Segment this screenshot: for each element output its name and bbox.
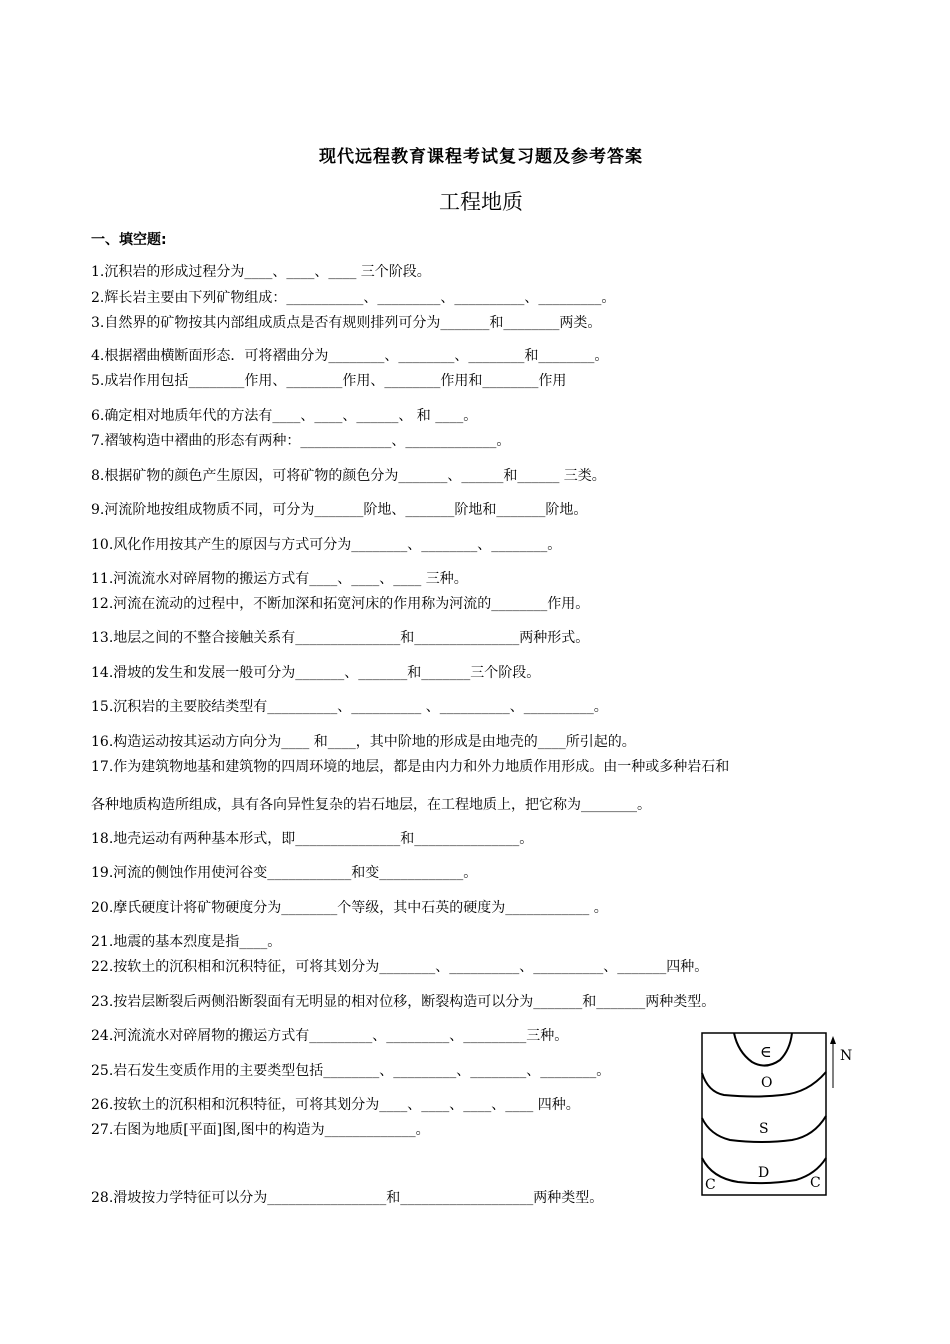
- label-ordovician: O: [761, 1075, 773, 1091]
- question-8: 8.根据矿物的颜色产生原因，可将矿物的颜色分为_______、______和______ 三类。: [91, 468, 606, 484]
- question-19: 19.河流的侧蚀作用使河谷变____________和变____________。: [91, 865, 478, 881]
- question-2: 2.辉长岩主要由下列矿物组成：___________、_________、__________、_________。: [91, 290, 616, 306]
- question-3: 3.自然界的矿物按其内部组成质点是否有规则排列可分为_______和________两类。: [91, 315, 602, 331]
- north-arrow-icon: [830, 1036, 836, 1044]
- question-6: 6.确定相对地质年代的方法有____、____、______、 和 ____。: [91, 408, 478, 424]
- question-16: 16.构造运动按其运动方向分为____ 和____，其中阶地的形成是由地壳的____所引起的。: [91, 734, 636, 750]
- question-24: 24.河流流水对碎屑物的搬运方式有_________、_________、_________三种。: [91, 1028, 569, 1044]
- section-heading: 一、填空题:: [91, 232, 167, 248]
- document-title: 现代远程教育课程考试复习题及参考答案: [319, 147, 643, 167]
- question-4: 4.根据褶曲横断面形态．可将褶曲分为________、________、________和________。: [91, 348, 609, 364]
- geologic-map: [700, 1030, 860, 1200]
- question-9: 9.河流阶地按组成物质不同，可分为_______阶地、_______阶地和_______阶地。: [91, 502, 588, 518]
- question-12: 12.河流在流动的过程中，不断加深和拓宽河床的作用称为河流的________作用。: [91, 596, 590, 612]
- question-25: 25.岩石发生变质作用的主要类型包括________、_________、________、________。: [91, 1063, 611, 1079]
- question-13: 13.地层之间的不整合接触关系有_______________和_______________两种形式。: [91, 630, 590, 646]
- question-27: 27.右图为地质[平面]图,图中的构造为_____________。: [91, 1122, 430, 1138]
- question-15: 15.沉积岩的主要胶结类型有__________、__________ 、__________、__________。: [91, 699, 608, 715]
- question-14: 14.滑坡的发生和发展一般可分为_______、_______和_______三个阶段。: [91, 665, 541, 681]
- question-23: 23.按岩层断裂后两侧沿断裂面有无明显的相对位移，断裂构造可以分为_______和_______两种类型。: [91, 994, 716, 1010]
- question-28: 28.滑坡按力学特征可以分为_________________和___________________两种类型。: [91, 1190, 604, 1206]
- question-18: 18.地壳运动有两种基本形式，即_______________和_______________。: [91, 831, 534, 847]
- label-cambrian: ∈: [760, 1042, 772, 1061]
- question-1: 1.沉积岩的形成过程分为____、____、____ 三个阶段。: [91, 264, 431, 280]
- label-carboniferous-left: C: [705, 1177, 716, 1193]
- subject-title: 工程地质: [439, 190, 523, 214]
- question-26: 26.按软土的沉积相和沉积特征，可将其划分为____、____、____、____ 四种。: [91, 1097, 580, 1113]
- question-20: 20.摩氏硬度计将矿物硬度分为________个等级，其中石英的硬度为____________ 。: [91, 900, 608, 916]
- question-22: 22.按软土的沉积相和沉积特征，可将其划分为________、__________、__________、_______四种。: [91, 959, 709, 975]
- label-devonian: D: [758, 1165, 770, 1181]
- question-11: 11.河流流水对碎屑物的搬运方式有____、____、____ 三种。: [91, 571, 468, 587]
- question-17: 17.作为建筑物地基和建筑物的四周环境的地层，都是由内力和外力地质作用形成。由一种或多种岩石和: [91, 759, 730, 775]
- question-7: 7.褶皱构造中褶曲的形态有两种：_____________、_____________。: [91, 433, 511, 449]
- question-17-cont: 各种地质构造所组成，具有各向异性复杂的岩石地层，在工程地质上，把它称为________。: [91, 797, 651, 813]
- question-5: 5.成岩作用包括________作用、________作用、________作用和________作用: [91, 373, 567, 389]
- north-label: N: [840, 1048, 853, 1064]
- question-10: 10.风化作用按其产生的原因与方式可分为________、________、________。: [91, 537, 562, 553]
- label-silurian: S: [759, 1121, 769, 1137]
- label-carboniferous-right: C: [810, 1175, 821, 1191]
- question-21: 21.地震的基本烈度是指____。: [91, 934, 282, 950]
